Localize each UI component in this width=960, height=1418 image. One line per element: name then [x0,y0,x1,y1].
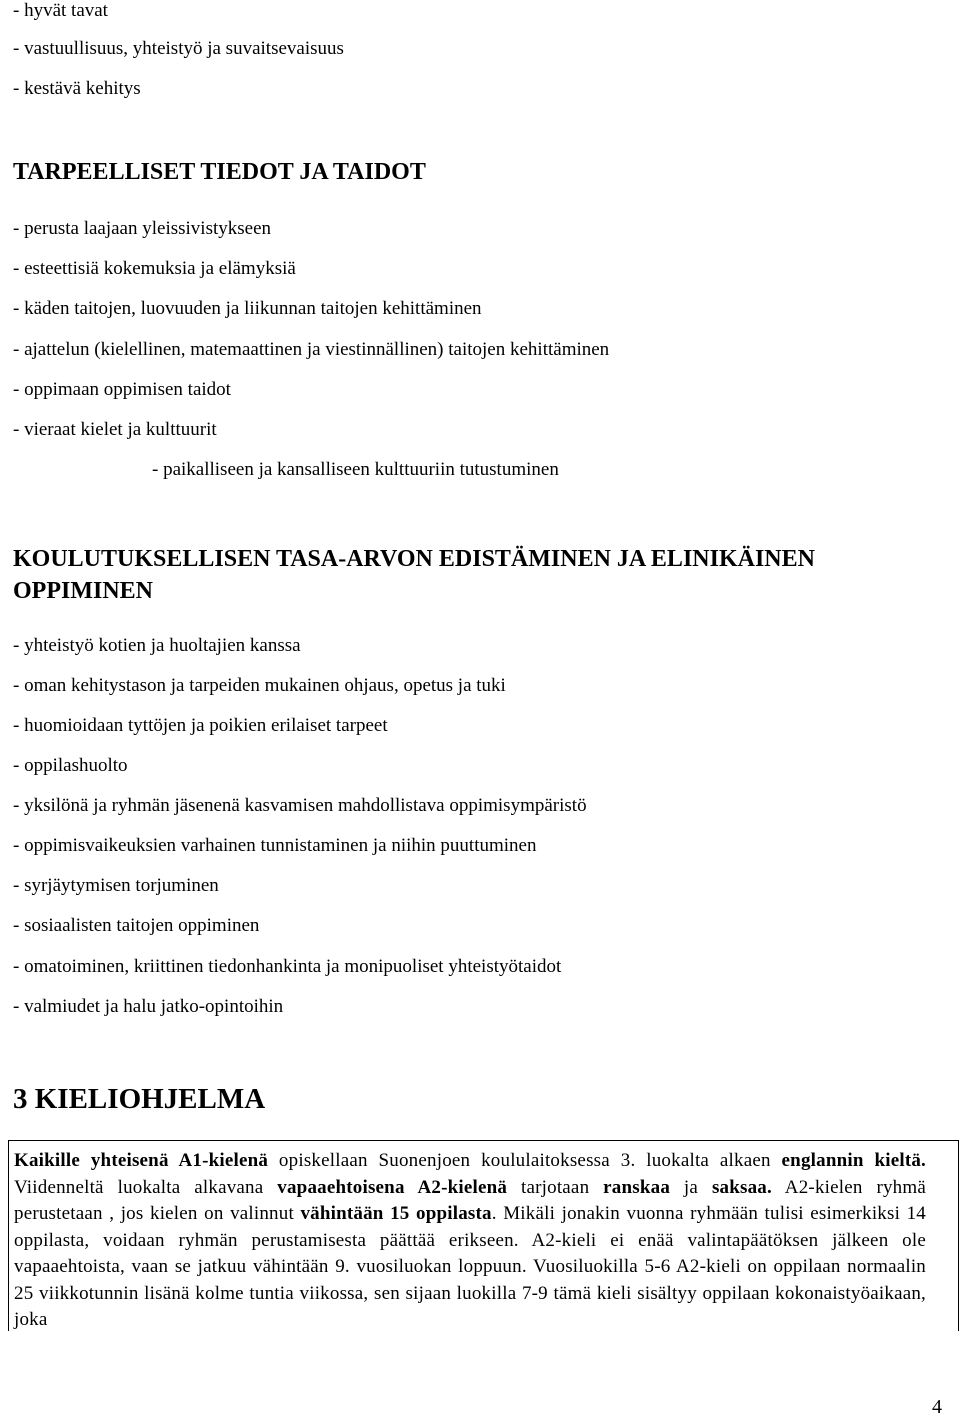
bold-span: Kaikille yhteisenä A1-kielenä [14,1150,269,1171]
list-item: - oman kehitystason ja tarpeiden mukainen ohjaus, opetus ja tuki [13,675,506,696]
list-item: - oppimaan oppimisen taidot [13,379,231,400]
list-item: - syrjäytymisen torjuminen [13,875,219,896]
section-heading-koulutuksellisen-cont: OPPIMINEN [13,578,153,604]
text-span: opiskellaan Suonenjoen koululaitoksessa 3. luokalta alkaen [268,1150,782,1171]
list-item: - vieraat kielet ja kulttuurit [13,419,217,440]
text-span: tarjotaan [507,1176,604,1198]
kieliohjelma-text-box [8,1140,959,1331]
list-item: - käden taitojen, luovuuden ja liikunnan taitojen kehittäminen [13,298,482,319]
bold-span: saksaa. [711,1176,772,1198]
list-item: - yhteistyö kotien ja huoltajien kanssa [13,635,301,656]
page-number: 4 [932,1396,942,1418]
bold-span: vähintään 15 oppilasta [300,1203,492,1224]
list-item: - esteettisiä kokemuksia ja elämyksiä [13,258,296,279]
text-span: ja [670,1176,712,1198]
text-span: . Mikäli jonakin vuonna ryhmään tulisi esimerkiksi 14 oppilasta, voidaan ryhmän perustamisesta päättää erikseen. A2-kieli ei enää valintapäätöksen jälkeen ole vapaaehtoista, vaan se jatkuu vähintään 9. vuosiluokan loppuun. Vuosiluokilla 5-6 A2-kieli on oppilaan normaalin 25 viikkotunnin lisänä kolme tuntia viikossa, sen sijaan luokilla 7-9 tämä kieli sisältyy oppilaan kokonaistyöaikaan, joka [14,1203,927,1330]
list-item: - huomioidaan tyttöjen ja poikien erilaiset tarpeet [13,715,388,736]
bold-span: vapaaehtoisena A2-kielenä [277,1176,508,1198]
kieliohjelma-paragraph [14,1148,926,1334]
section-heading-kieliohjelma: 3 KIELIOHJELMA [13,1083,266,1115]
list-item: - ajattelun (kielellinen, matemaattinen ja viestinnällinen) taitojen kehittäminen [13,339,610,360]
list-item-indented: - paikalliseen ja kansalliseen kulttuuriin tutustuminen [152,459,559,480]
list-item: - vastuullisuus, yhteistyö ja suvaitsevaisuus [13,38,344,59]
list-item: - yksilönä ja ryhmän jäsenenä kasvamisen mahdollistava oppimisympäristö [13,795,587,816]
list-item: - perusta laajaan yleissivistykseen [13,218,272,239]
list-item: - oppimisvaikeuksien varhainen tunnistaminen ja niihin puuttuminen [13,835,537,856]
list-item: - kestävä kehitys [13,78,141,99]
list-item: - hyvät tavat [13,0,108,21]
text-span: A2-kielen ryhmä perustetaan , jos kielen on valinnut [14,1176,926,1224]
section-heading-tarpeelliset: TARPEELLISET TIEDOT JA TAIDOT [13,159,426,185]
list-item: - omatoiminen, kriittinen tiedonhankinta ja monipuoliset yhteistyötaidot [13,956,562,977]
list-item: - valmiudet ja halu jatko-opintoihin [13,996,284,1017]
list-item: - sosiaalisten taitojen oppiminen [13,915,260,936]
bold-span: englannin kieltä. [781,1150,926,1171]
list-item: - oppilashuolto [13,755,128,776]
text-span: Viidenneltä luokalta alkavana [14,1176,278,1198]
bold-span: ranskaa [603,1176,671,1198]
section-heading-koulutuksellisen: KOULUTUKSELLISEN TASA-ARVON EDISTÄMINEN JA ELINIKÄINEN [13,546,815,572]
